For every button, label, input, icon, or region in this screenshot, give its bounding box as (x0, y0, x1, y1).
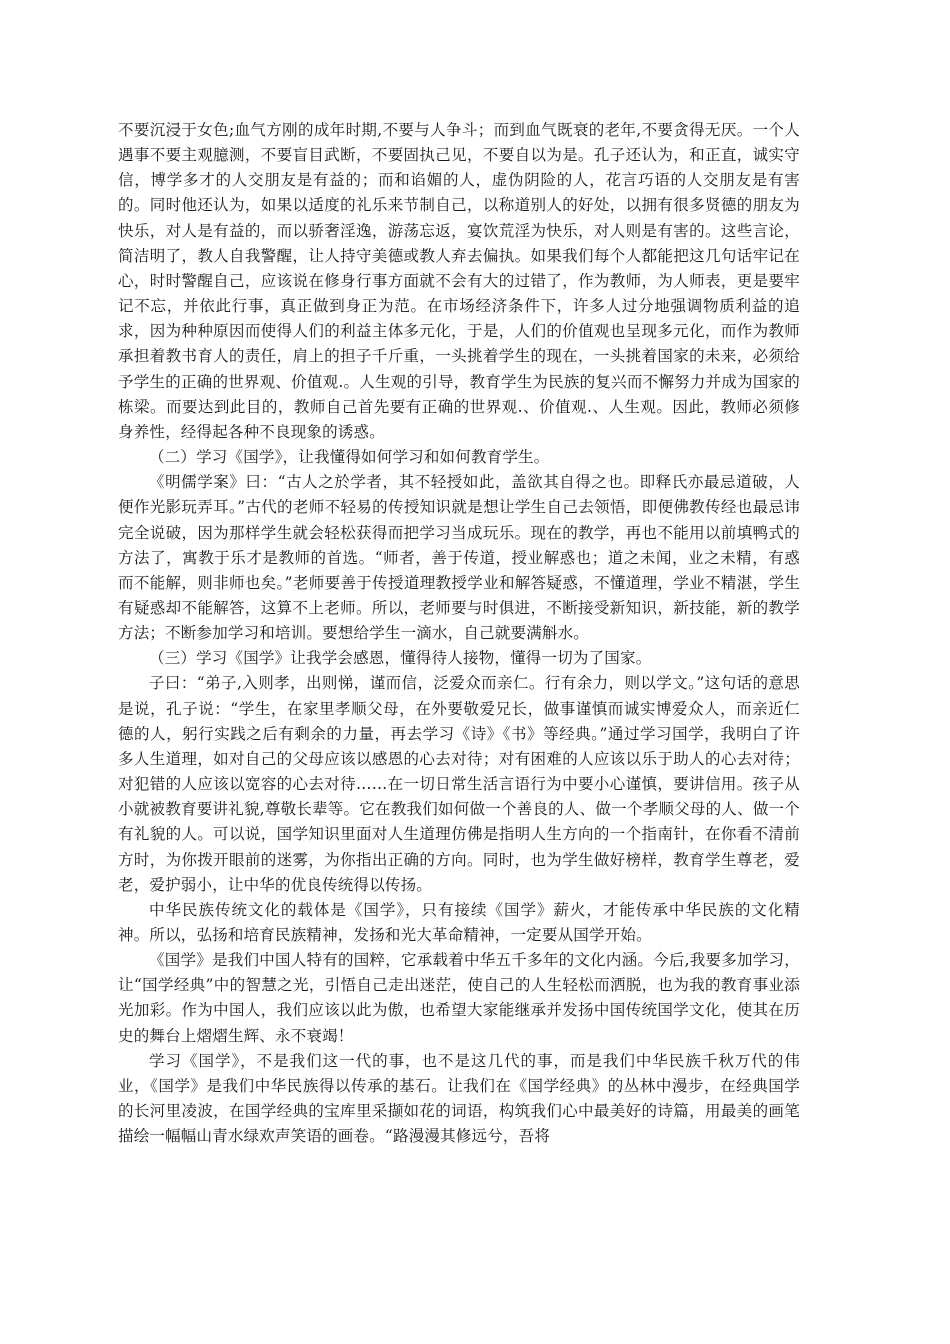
paragraph-national-spirit: 中华民族传统文化的载体是《国学》，只有接续《国学》薪火，才能传承中华民族的文化精神。所以，弘扬和培育民族精神，发扬和光大革命精神，一定要从国学开始。 (118, 900, 800, 944)
document-page (118, 118, 800, 1149)
section-heading-gratitude: （三）学习《国学》让我学会感恩，懂得待人接物，懂得一切为了国家。 (149, 649, 652, 668)
section-heading-learning: （二）学习《国学》，让我懂得如何学习和如何教育学生。 (149, 448, 550, 467)
paragraph-learning: 《明儒学案》曰：“古人之於学者，其不轻授如此，盖欲其自得之也。即释氏亦最忌道破，人便作光影玩弄耳。”古代的老师不轻易的传授知识就是想让学生自己去领悟，即便佛教传经也最忌讳完全说破，因为那样学生就会轻松获得而把学习当成玩乐。现在的教学，再也不能用以前填鸭式的方法了，寓教于乐才是教师的首选。“师者，善于传道，授业解惑也；道之未闻，业之未精，有惑而不能解，则非师也矣。”老师要善于传授道理教授学业和解答疑惑，不懂道理，学业不精湛，学生有疑惑却不能解答，这算不上老师。所以，老师要与时俱进，不断接受新知识，新技能，新的教学方法；不断参加学习和培训。要想给学生一滴水，自己就要满斛水。 (118, 473, 800, 643)
paragraph-national-essence: 《国学》是我们中国人特有的国粹，它承载着中华五千多年的文化内涵。今后,我要多加学习，让“国学经典”中的智慧之光，引悟自己走出迷茫，使自己的人生轻松而洒脱，也为我的教育事业添光加彩。作为中国人，我们应该以此为傲，也希望大家能继承并发扬中国传统国学文化，使其在历史的舞台上熠熠生辉、永不衰竭！ (118, 951, 800, 1045)
paragraph-cultivation: 不要沉浸于女色;血气方刚的成年时期,不要与人争斗；而到血气既衰的老年,不要贪得无厌。一个人遇事不要主观臆测，不要盲目武断，不要固执己见，不要自以为是。孔子还认为，和正直，诚实守信，博学多才的人交朋友是有益的；而和谄媚的人，虚伪阴险的人，花言巧语的人交朋友是有害的。同时他还认为，如果以适度的礼乐来节制自己，以称道别人的好处，以拥有很多贤德的朋友为快乐，对人是有益的，而以骄奢淫逸，游荡忘返，宴饮荒淫为快乐，对人则是有害的。这些言论，简洁明了，教人自我警醒，让人持守美德或教人弃去偏执。如果我们每个人都能把这几句话牢记在心，时时警醒自己，应该说在修身行事方面就不会有大的过错了，作为教师，为人师表，更是要牢记不忘，并依此行事，真正做到身正为范。在市场经济条件下，许多人过分地强调物质利益的追求，因为种种原因而使得人们的利益主体多元化，于是，人们的价值观也呈现多元化，而作为教师承担着教书育人的责任，肩上的担子千斤重，一头挑着学生的现在，一头挑着国家的未来，必须给予学生的正确的世界观、价值观.。人生观的引导，教育学生为民族的复兴而不懈努力并成为国家的栋梁。而要达到此目的，教师自己首先要有正确的世界观.、价值观.、人生观。因此，教师必须修身养性，经得起各种不良现象的诱惑。 (118, 121, 800, 441)
paragraph-conclusion: 学习《国学》，不是我们这一代的事，也不是这几代的事，而是我们中华民族千秋万代的伟业，《国学》是我们中华民族得以传承的基石。让我们在《国学经典》的丛林中漫步，在经典国学的长河里凌波，在国学经典的宝库里采撷如花的词语，构筑我们心中最美好的诗篇，用最美的画笔描绘一幅幅山青水绿欢声笑语的画卷。“路漫漫其修远兮，吾将 (118, 1051, 800, 1146)
paragraph-gratitude: 子曰：“弟子,入则孝，出则悌，谨而信，泛爱众而亲仁。行有余力，则以学文。”这句话的意思是说，孔子说：“学生，在家里孝顺父母，在外要敬爱兄长，做事谨慎而诚实博爱众人，而亲近仁德的人，躬行实践之后有剩余的力量，再去学习《诗》《书》等经典。”通过学习国学，我明白了许多人生道理，如对自己的父母应该以感恩的心去对待；对有困难的人应该以乐于助人的心去对待；对犯错的人应该以宽容的心去对待……在一切日常生活言语行为中要小心谨慎，要讲信用。孩子从小就被教育要讲礼貌,尊敬长辈等。它在教我们如何做一个善良的人、做一个孝顺父母的人、做一个有礼貌的人。可以说，国学知识里面对人生道理仿佛是指明人生方向的一个指南针，在你看不清前方时，为你拨开眼前的迷雾，为你指出正确的方向。同时，也为学生做好榜样，教育学生尊老，爱老，爱护弱小，让中华的优良传统得以传扬。 (118, 674, 800, 894)
